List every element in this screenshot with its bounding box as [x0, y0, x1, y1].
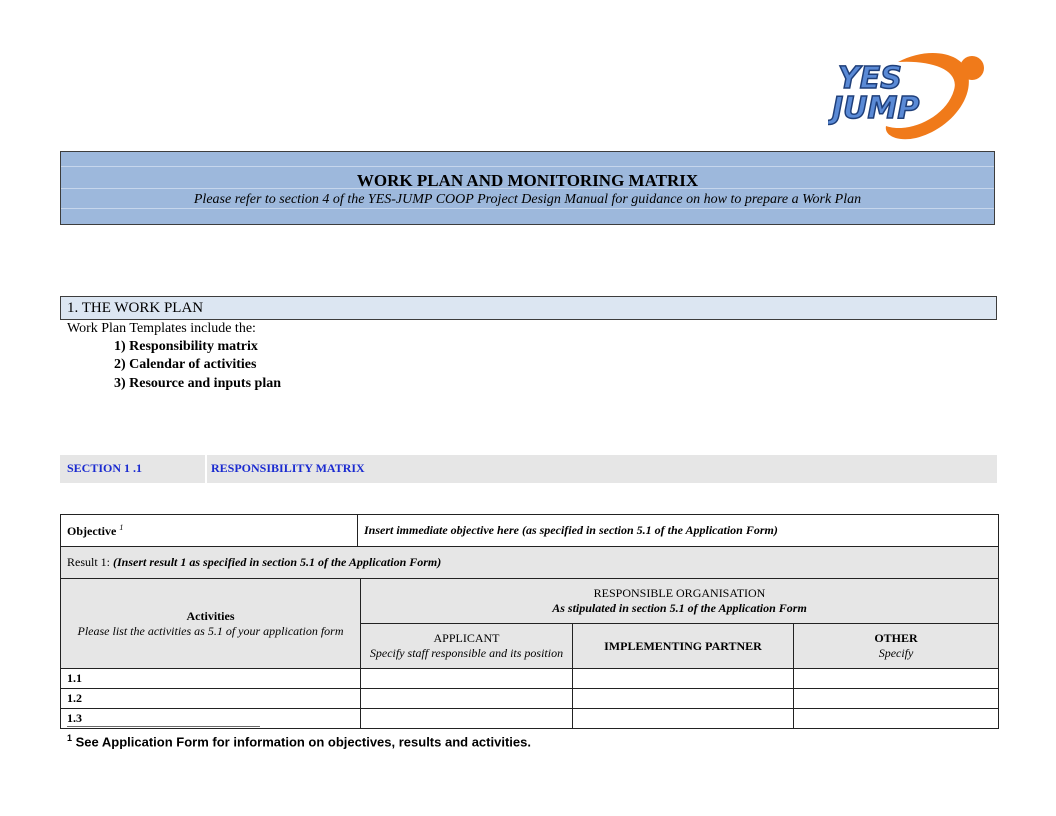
activities-note: Please list the activities as 5.1 of your application form	[77, 623, 344, 638]
section-band	[60, 455, 997, 483]
section-name: RESPONSIBILITY MATRIX	[211, 461, 365, 475]
work-plan-item: 1) Responsibility matrix	[114, 339, 258, 354]
document-title: WORK PLAN AND MONITORING MATRIX	[356, 171, 699, 190]
other-title: OTHER	[874, 631, 918, 645]
responsible-org-header	[361, 579, 999, 624]
activity-number: 1.2	[61, 689, 361, 709]
responsible-org-title: RESPONSIBLE ORGANISATION	[593, 586, 766, 600]
responsible-org-note: As stipulated in section 5.1 of the Application Form	[552, 601, 807, 615]
objective-footnote-ref: 1	[119, 522, 124, 532]
table-row	[61, 669, 999, 689]
header-row	[61, 579, 999, 624]
work-plan-intro: Work Plan Templates include the:	[67, 321, 256, 336]
section-number: SECTION 1 .1	[67, 461, 143, 475]
title-banner	[60, 151, 995, 225]
result-row	[61, 547, 999, 579]
partner-cell[interactable]	[573, 669, 794, 689]
applicant-cell[interactable]	[361, 689, 573, 709]
responsibility-matrix-table	[60, 514, 999, 729]
applicant-title: APPLICANT	[433, 631, 500, 645]
applicant-cell[interactable]	[361, 669, 573, 689]
other-cell[interactable]	[794, 669, 999, 689]
activities-title: Activities	[186, 608, 235, 623]
activity-number: 1.3	[61, 709, 361, 729]
objective-value: Insert immediate objective here (as specified in section 5.1 of the Application Form)	[358, 515, 999, 547]
footnote-separator	[67, 726, 260, 727]
work-plan-item: 2) Calendar of activities	[114, 357, 257, 372]
logo-graphic	[828, 48, 988, 144]
other-cell[interactable]	[794, 709, 999, 729]
other-header	[794, 624, 999, 669]
applicant-note: Specify staff responsible and its position	[369, 646, 564, 660]
partner-header: IMPLEMENTING PARTNER	[573, 624, 794, 669]
work-plan-heading: 1. THE WORK PLAN	[60, 296, 997, 320]
objective-row	[61, 515, 999, 547]
footnote-text: See Application Form for information on objectives, results and activities.	[72, 734, 531, 750]
logo-line2: JUMP	[832, 91, 920, 126]
objective-label: Objective	[67, 523, 117, 538]
document-subtitle: Please refer to section 4 of the YES-JUMP COOP Project Design Manual for guidance on how to prepare a Work Plan	[193, 192, 862, 207]
table-row	[61, 689, 999, 709]
objective-label-cell	[61, 515, 358, 547]
other-cell[interactable]	[794, 689, 999, 709]
result-value: (Insert result 1 as specified in section 5.1 of the Application Form)	[113, 555, 442, 569]
footnote-number: 1	[67, 733, 73, 743]
work-plan-item: 3) Resource and inputs plan	[114, 376, 282, 391]
other-note: Specify	[878, 646, 914, 660]
yes-jump-logo	[828, 48, 988, 144]
partner-cell[interactable]	[573, 689, 794, 709]
result-cell	[61, 547, 999, 579]
result-label: Result 1:	[67, 555, 114, 569]
partner-cell[interactable]	[573, 709, 794, 729]
applicant-cell[interactable]	[361, 709, 573, 729]
applicant-header	[361, 624, 573, 669]
activities-header	[61, 579, 361, 669]
footnote	[67, 733, 531, 749]
logo-line1: YES	[838, 61, 902, 96]
activity-number: 1.1	[61, 669, 361, 689]
